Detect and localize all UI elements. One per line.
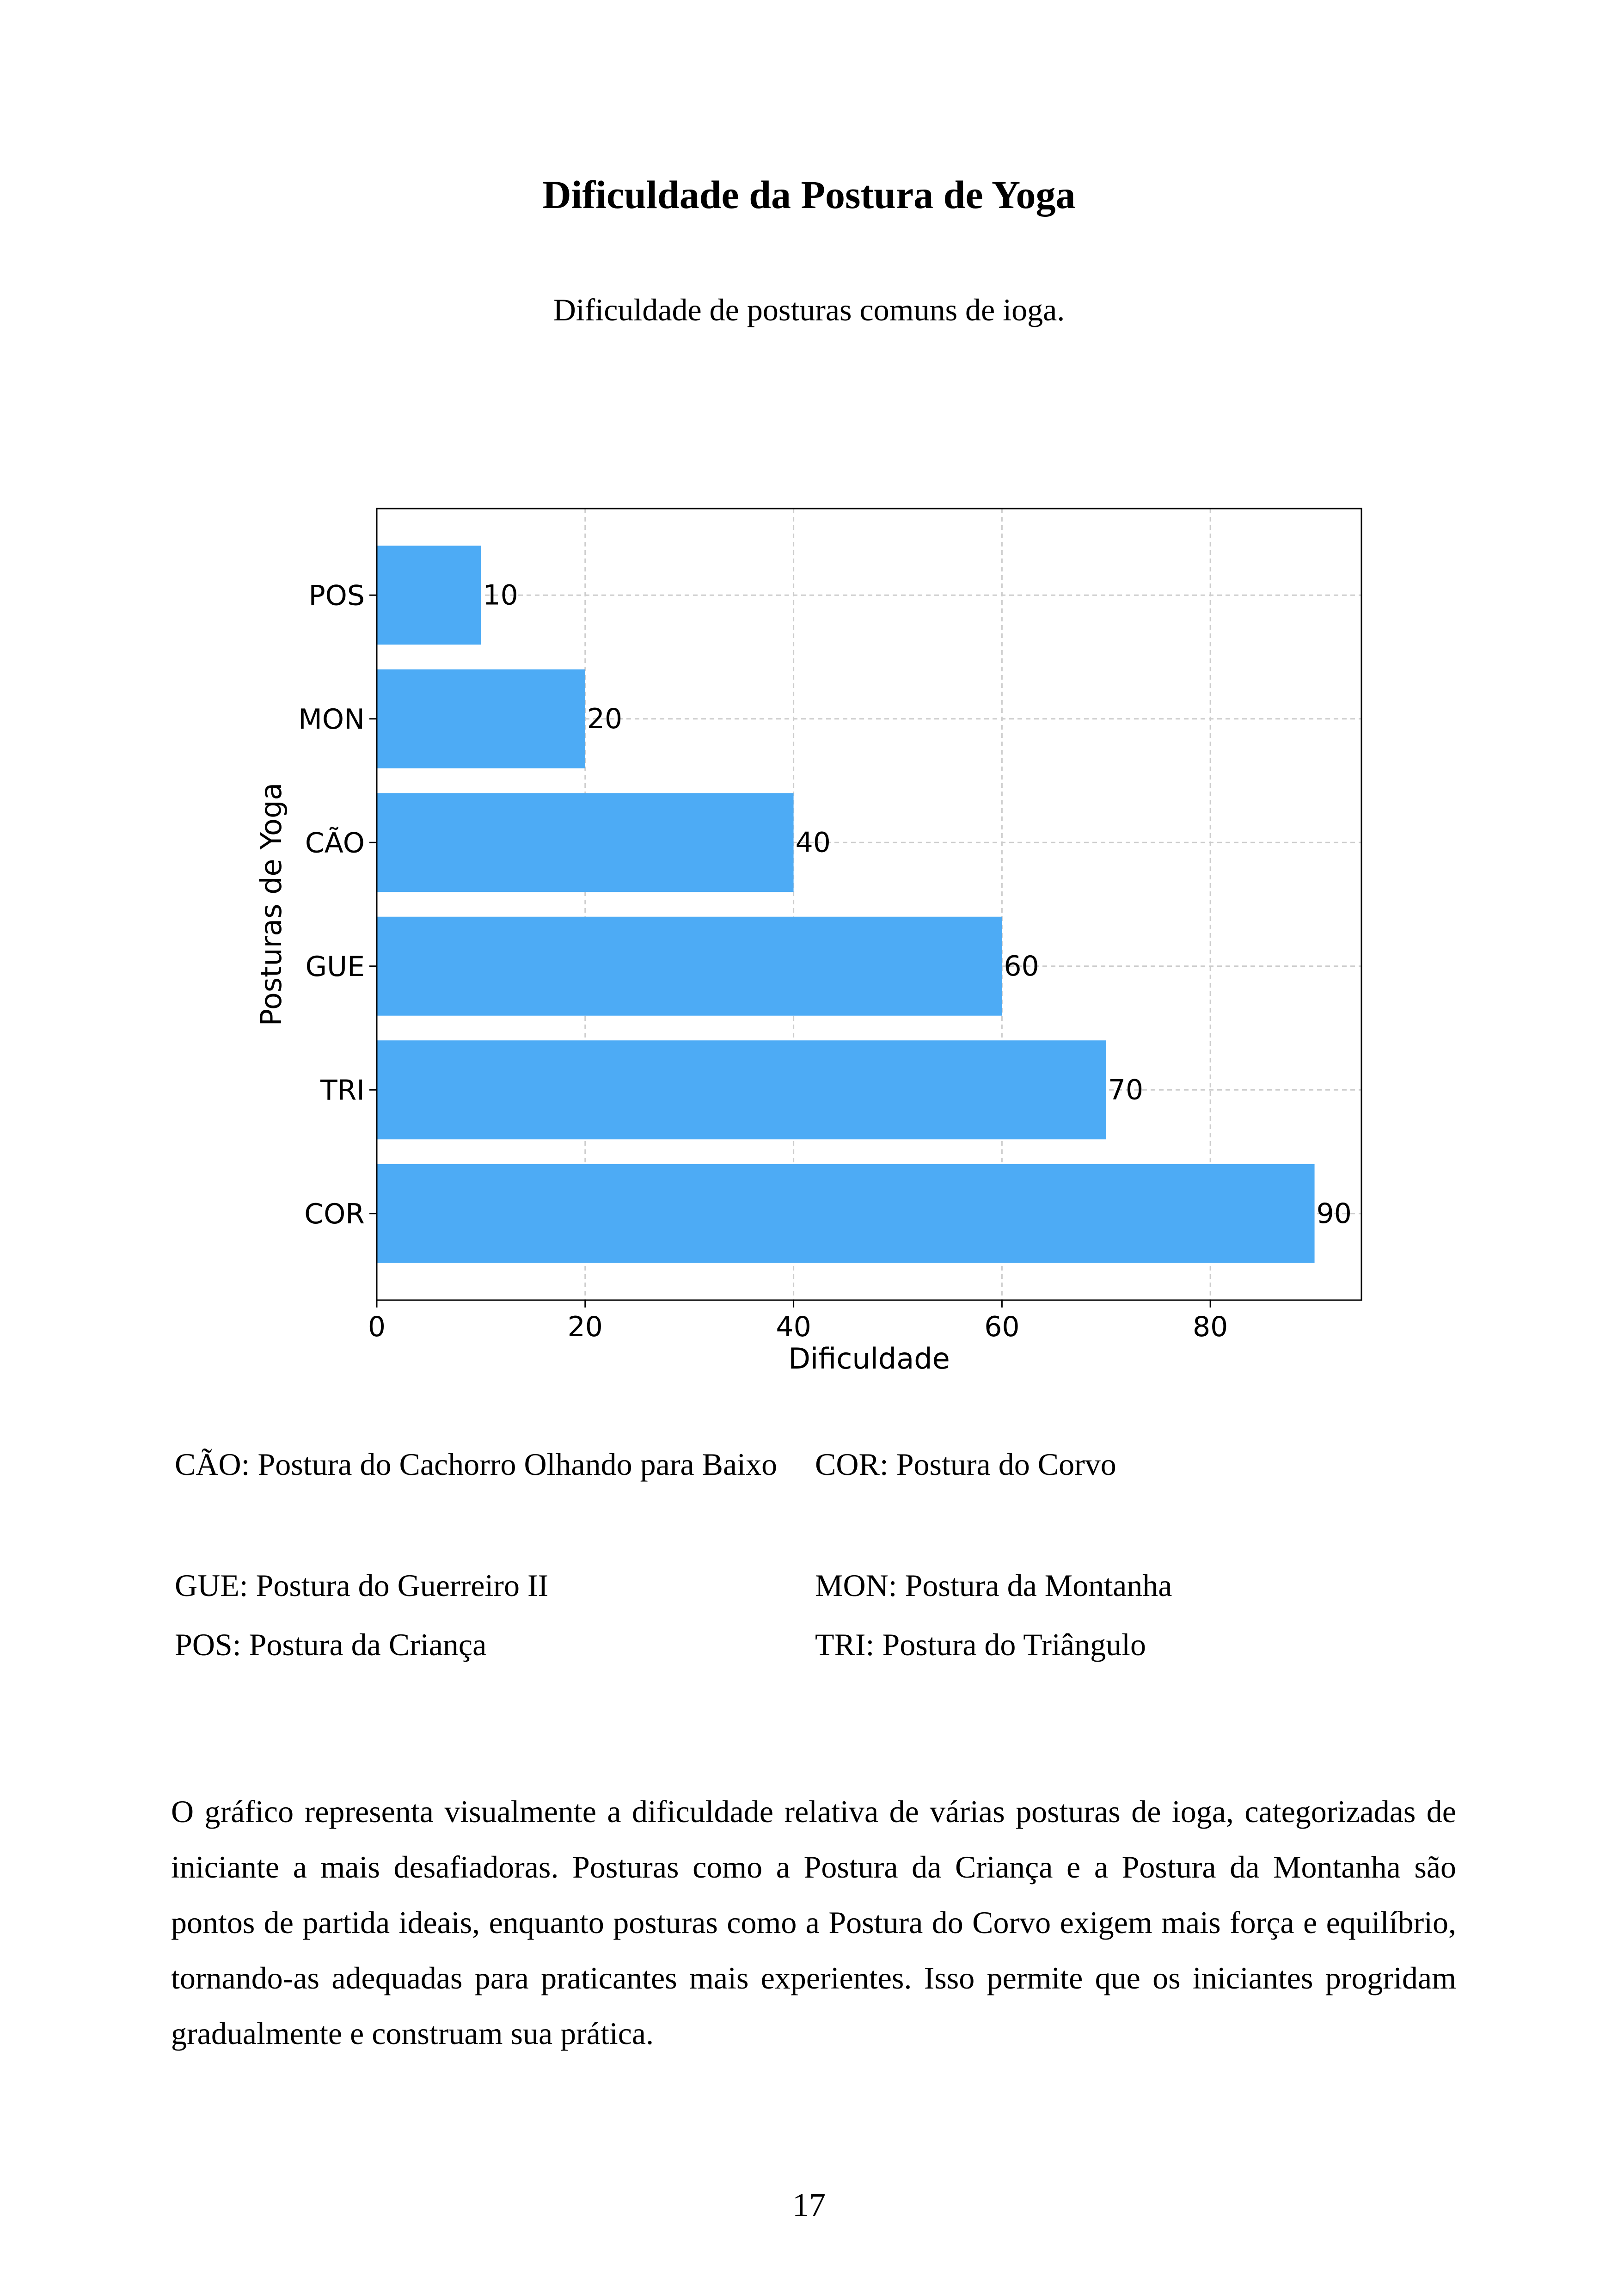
bar-value-label: 10	[483, 579, 518, 612]
x-tick-label: 60	[984, 1311, 1020, 1343]
bar-value-label: 20	[587, 702, 623, 735]
y-axis-title: Posturas de Yoga	[254, 782, 288, 1026]
chart-bars	[377, 546, 1352, 1263]
bar-value-label: 40	[795, 826, 831, 859]
legend-item-pos: POS: Postura da Criança	[175, 1627, 487, 1662]
legend-item-gue: GUE: Postura do Guerreiro II	[175, 1568, 549, 1603]
bar-5	[377, 1164, 1315, 1263]
x-tick-label: 20	[567, 1311, 603, 1343]
bar-4	[377, 1040, 1106, 1139]
y-tick-label: MON	[298, 703, 365, 736]
y-tick-label: CÃO	[305, 827, 365, 859]
y-tick-label: COR	[304, 1197, 365, 1230]
page-number: 17	[792, 2186, 826, 2223]
bar-1	[377, 669, 585, 768]
bar-value-label: 70	[1108, 1074, 1144, 1106]
bar-3	[377, 917, 1002, 1016]
legend-item-cor: COR: Postura do Corvo	[815, 1447, 1116, 1482]
x-axis-title: Dificuldade	[788, 1342, 950, 1375]
bar-value-label: 90	[1316, 1197, 1352, 1230]
y-tick-label: TRI	[320, 1074, 365, 1107]
x-tick-label: 80	[1192, 1311, 1228, 1343]
legend-item-tri: TRI: Postura do Triângulo	[815, 1627, 1146, 1662]
page-title: Dificuldade da Postura de Yoga	[542, 172, 1076, 217]
description-paragraph: O gráfico representa visualmente a dificuldade relativa de várias posturas de ioga, categorizadas de iniciante a mais desafiadoras. Posturas como a Postura da Criança e a Postura da Montanha são pontos de partida ideais, enquanto posturas como a Postura do Corvo exigem mais força e equilíbrio, tornando-as adequadas para praticantes mais experientes. Isso permite que os iniciantes progridam gradualmente e construam sua prática.	[171, 1794, 1456, 2051]
legend-item-cao: CÃO: Postura do Cachorro Olhando para Baixo	[175, 1447, 778, 1482]
x-tick-label: 0	[368, 1311, 386, 1343]
bar-value-label: 60	[1004, 950, 1039, 982]
x-tick-label: 40	[776, 1311, 811, 1343]
legend-item-mon: MON: Postura da Montanha	[815, 1568, 1172, 1603]
bar-0	[377, 546, 481, 645]
y-tick-label: POS	[308, 579, 365, 612]
y-tick-label: GUE	[305, 950, 365, 983]
chart-caption: Dificuldade de posturas comuns de ioga.	[553, 292, 1065, 327]
bar-2	[377, 793, 794, 892]
